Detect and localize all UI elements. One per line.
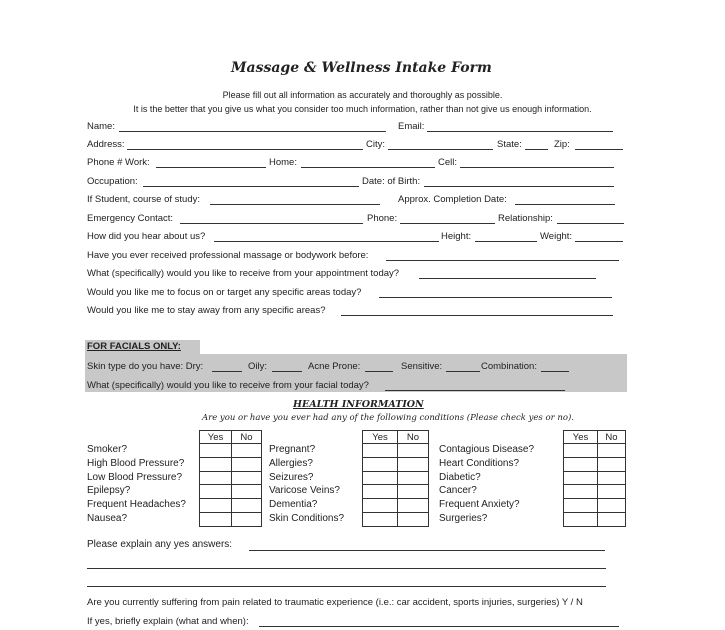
name-field[interactable] [119,131,386,132]
dry-field[interactable] [212,371,242,372]
city-label: City: [366,139,385,150]
cell-label: Cell: [438,157,458,168]
col3-no-checkbox[interactable] [597,512,626,527]
state-field[interactable] [525,149,548,150]
col1-yes-checkbox[interactable] [199,484,232,499]
col1-yes-checkbox[interactable] [199,471,232,486]
col3-no-checkbox[interactable] [597,457,626,472]
explain-label: Please explain any yes answers: [87,539,233,550]
col2-no-checkbox[interactable] [397,512,429,527]
col3-yes-checkbox[interactable] [563,457,598,472]
explain-line-2[interactable] [87,568,606,569]
receive-label: What (specifically) would you like to receive from your appointment today? [87,268,400,279]
facial-question-field[interactable] [385,390,565,391]
explain-field[interactable] [249,550,605,551]
if-yes-label: If yes, briefly explain (what and when): [87,616,249,627]
avoid-label: Would you like me to stay away from any specific areas? [87,305,326,316]
col1-yes-header: Yes [207,432,224,443]
col2-no-checkbox[interactable] [397,443,429,458]
col3-condition-label: Surgeries? [439,513,488,524]
col2-condition-label: Pregnant? [269,444,316,455]
phone-label: Phone: [367,213,398,224]
col3-yes-checkbox[interactable] [563,512,598,527]
weight-field[interactable] [575,241,623,242]
focus-label: Would you like me to focus on or target any specific areas today? [87,287,362,298]
col2-yes-checkbox[interactable] [362,457,398,472]
col3-yes-header: Yes [572,432,589,443]
col3-no-checkbox[interactable] [597,498,626,513]
col1-no-checkbox[interactable] [231,457,262,472]
height-label: Height: [441,231,472,242]
hear-label: How did you hear about us? [87,231,206,242]
col3-condition-label: Heart Conditions? [439,457,520,469]
col1-yes-checkbox[interactable] [199,443,232,458]
dob-label: Date: of Birth: [362,176,421,187]
col1-condition-label: High Blood Pressure? [87,457,185,469]
if-yes-field[interactable] [259,626,619,627]
state-label: State: [497,139,522,150]
skin-type-label: Skin type do you have: Dry: [87,361,204,372]
col1-no-checkbox[interactable] [231,498,262,513]
col2-condition-label: Skin Conditions? [269,513,345,524]
sensitive-label: Sensitive: [401,361,443,372]
col2-condition-label: Varicose Veins? [269,485,340,497]
sensitive-field[interactable] [446,371,480,372]
col2-no-checkbox[interactable] [397,498,429,513]
col3-yes-checkbox[interactable] [563,498,598,513]
col1-condition-label: Low Blood Pressure? [87,471,183,483]
dob-field[interactable] [424,186,614,187]
oily-label: Oily: [248,361,267,372]
col2-condition-label: Allergies? [269,457,313,469]
form-title: Massage & Wellness Intake Form [231,60,492,76]
col2-no-checkbox[interactable] [397,484,429,499]
col1-condition-label: Smoker? [87,444,128,455]
col1-no-header: No [240,432,253,443]
email-field[interactable] [427,131,613,132]
received-label: Have you ever received professional massage or bodywork before: [87,250,369,261]
col1-condition-label: Nausea? [87,513,128,524]
col3-no-checkbox[interactable] [597,443,626,458]
col2-yes-checkbox[interactable] [362,498,398,513]
combination-field[interactable] [541,371,569,372]
col3-condition-label: Cancer? [439,485,477,497]
col1-condition-label: Epilepsy? [87,485,131,497]
avoid-field[interactable] [341,315,613,316]
name-label: Name: [87,121,115,132]
student-field[interactable] [210,204,380,205]
weight-label: Weight: [540,231,573,242]
height-field[interactable] [475,241,537,242]
col3-no-checkbox[interactable] [597,484,626,499]
acne-label: Acne Prone: [308,361,361,372]
combination-label: Combination: [481,361,537,372]
col2-yes-checkbox[interactable] [362,471,398,486]
home-label: Home: [269,157,297,168]
relationship-label: Relationship: [498,213,553,224]
student-label: If Student, course of study: [87,194,201,205]
completion-field[interactable] [515,204,615,205]
col2-yes-checkbox[interactable] [362,484,398,499]
occupation-label: Occupation: [87,176,138,187]
emergency-field[interactable] [180,223,363,224]
col2-condition-label: Dementia? [269,499,318,511]
address-field[interactable] [127,149,363,150]
intro-line-1: Please fill out all information as accurately and thoroughly as possible. [222,90,503,100]
pain-question: Are you currently suffering from pain related to traumatic experience (i.e.: car accident, sports injuries, surgeries) Y / N [87,597,583,608]
occupation-field[interactable] [143,186,359,187]
col3-yes-checkbox[interactable] [563,471,598,486]
zip-field[interactable] [575,149,623,150]
col3-yes-checkbox[interactable] [563,443,598,458]
col2-no-header: No [406,432,420,443]
phone-work-field[interactable] [156,167,266,168]
phone-field[interactable] [400,223,495,224]
col2-condition-label: Seizures? [269,471,314,483]
home-field[interactable] [301,167,435,168]
col1-yes-checkbox[interactable] [199,498,232,513]
health-title: HEALTH INFORMATION [293,399,424,410]
col1-no-checkbox[interactable] [231,471,262,486]
facials-header: FOR FACIALS ONLY: [87,341,181,352]
received-field[interactable] [386,260,619,261]
col2-no-checkbox[interactable] [397,471,429,486]
col3-condition-label: Contagious Disease? [439,444,535,455]
receive-field[interactable] [419,278,596,279]
col3-yes-checkbox[interactable] [563,484,598,499]
completion-label: Approx. Completion Date: [398,194,507,205]
col3-no-checkbox[interactable] [597,471,626,486]
intro-line-2: It is the better that you give us what you consider too much information, rather than not give us enough information. [133,104,592,114]
acne-field[interactable] [365,371,393,372]
focus-field[interactable] [379,297,612,298]
cell-field[interactable] [460,167,614,168]
phone-work-label: Phone # Work: [87,157,150,168]
address-label: Address: [87,139,125,150]
relationship-field[interactable] [557,223,624,224]
col1-condition-label: Frequent Headaches? [87,499,186,511]
col1-no-checkbox[interactable] [231,484,262,499]
col3-condition-label: Frequent Anxiety? [439,499,520,511]
col3-no-header: No [605,432,618,443]
col2-yes-checkbox[interactable] [362,512,398,527]
col2-yes-header: Yes [372,432,388,443]
zip-label: Zip: [554,139,570,150]
col3-condition-label: Diabetic? [439,471,481,483]
col1-no-checkbox[interactable] [231,443,262,458]
col2-no-checkbox[interactable] [397,457,429,472]
col1-yes-checkbox[interactable] [199,512,232,527]
facial-question-label: What (specifically) would you like to receive from your facial today? [87,380,369,391]
col2-yes-checkbox[interactable] [362,443,398,458]
oily-field[interactable] [272,371,302,372]
col1-yes-checkbox[interactable] [199,457,232,472]
emergency-label: Emergency Contact: [87,213,174,224]
health-subtitle: Are you or have you ever had any of the following conditions (Please check yes or no). [202,413,574,423]
email-label: Email: [398,121,425,132]
hear-field[interactable] [214,241,439,242]
col1-no-checkbox[interactable] [231,512,262,527]
city-field[interactable] [388,149,493,150]
explain-line-3[interactable] [87,586,606,587]
